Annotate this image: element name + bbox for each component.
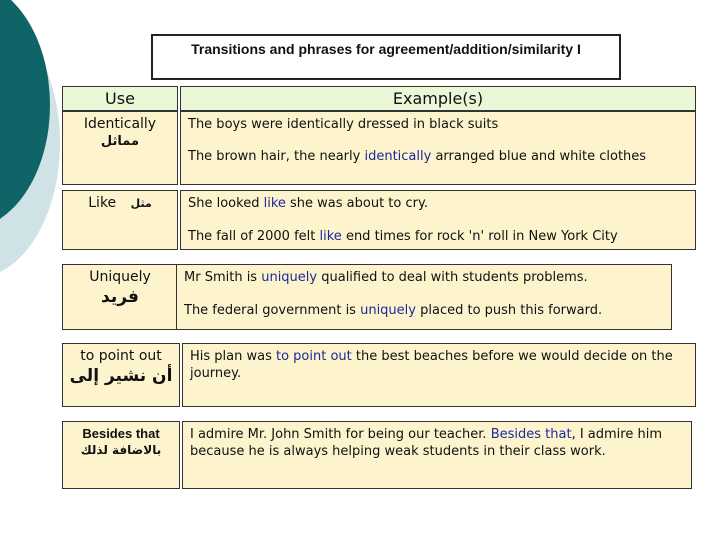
example-cell-besides-that [182,421,692,489]
slide-title: Transitions and phrases for agreement/addition/similarity I [151,34,621,80]
use-arabic: أن نشير إلى [69,366,173,386]
use-arabic: مثل [130,197,152,210]
use-term: Uniquely [89,269,151,285]
use-arabic: بالاضافة لذلك [80,443,162,457]
example-sentence: She looked like she was about to cry. [188,196,428,211]
use-term: Identically [83,116,157,132]
example-cell-identically [180,111,696,185]
header-use: Use [62,86,178,111]
use-arabic: فريد [101,287,139,307]
example-cell-like [180,190,696,250]
use-cell-uniquely [62,264,178,330]
example-sentence: His plan was to point out the best beaches before we would decide on the journey. [190,349,673,381]
use-term: Like [88,195,117,211]
use-cell-besides-that [62,421,180,489]
example-sentence: The federal government is uniquely placed to push this forward. [184,303,603,318]
use-term: Besides that [82,426,160,441]
example-sentence: The fall of 2000 felt like end times for rock 'n' roll in New York City [188,229,618,244]
use-cell-like [62,190,178,250]
use-arabic: مماثل [100,134,140,149]
header-example: Example(s) [180,86,696,111]
example-sentence: The brown hair, the nearly identically arranged blue and white clothes [188,149,647,164]
example-cell-to-point-out [182,343,696,407]
use-term: to point out [80,348,162,364]
use-cell-identically [62,111,178,185]
example-sentence: Mr Smith is uniquely qualified to deal with students problems. [184,270,588,285]
example-cell-uniquely [176,264,672,330]
example-sentence: The boys were identically dressed in black suits [188,117,499,132]
example-sentence: I admire Mr. John Smith for being our teacher. Besides that, I admire him because he is always helping weak students in their class work. [190,427,662,459]
use-cell-to-point-out [62,343,180,407]
